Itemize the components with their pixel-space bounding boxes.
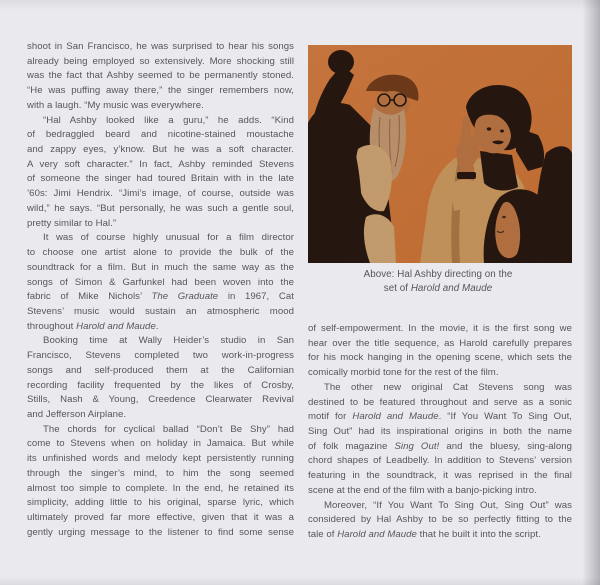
text-line: of folk magazine Sing Out! and the bluesy, sing-along (308, 440, 572, 452)
text-line: Francisco, Stevens completed two work-in-progress (27, 350, 294, 362)
text-line: hear over the title sequence, as Harold carefully prepares (308, 337, 572, 349)
text-line: Stills, Nash & Young, Creedence Clearwater Revival (27, 394, 294, 406)
text-line: recording facility frequented by the likes of Crosby, (27, 379, 294, 391)
text-line: gently urging message to the listener to find some sense (27, 526, 294, 538)
photo-caption (304, 268, 572, 296)
text-line: come to Stevens when on holiday in Jamaica. But while (27, 438, 294, 450)
text-line: to choose one artist alone to provide the bulk of the (27, 247, 294, 259)
text-line: comically morbid tone for the rest of the film. (308, 367, 499, 379)
text-line: fabric of Mike Nichols’ The Graduate in 1967, Cat (27, 291, 294, 303)
text-line: songs and self-produced them at the Californian (27, 364, 294, 376)
text-line: of someone the singer had toured Britain with in the late (27, 173, 294, 185)
text-line: wild,” he says. “But personally, he was such a gentle soul, (27, 202, 294, 214)
text-line: for his mock hanging in the opening scene, which sets the (308, 352, 572, 364)
text-line: It was of course highly unusual for a film director (43, 232, 294, 244)
duotone-photo-illustration (308, 45, 572, 263)
text-line: songs of Simon & Garfunkel had been woven into the (27, 276, 294, 288)
photo-hal-ashby-set (308, 45, 572, 263)
page-edge-shade-top (0, 0, 600, 10)
left-text-column (27, 40, 294, 540)
text-line: considered by Hal Ashby to be so perfectly fitting to the (308, 514, 572, 526)
text-line: with a laugh. “My music was everywhere. (27, 99, 204, 111)
text-line: The other new original Cat Stevens song was (324, 381, 572, 393)
text-line: tale of Harold and Maude that he built it into the script. (308, 529, 541, 541)
text-line: almost too simple to complete. In the end, he retained its (27, 482, 294, 494)
text-line: “Hal Ashby looked like a guru,” he adds. “Kind (43, 114, 294, 126)
text-line: Booking time at Wally Heider’s studio in San (43, 335, 294, 347)
text-line: ultimately proved far more effective, given that it was a (27, 512, 294, 523)
text-line: Stevens’ music would sustain an atmospheric mood (27, 305, 294, 317)
text-line: its unfinished words and melody kept persistently running (27, 453, 294, 465)
text-line: featuring in the soundtrack, it was reprised in the final (308, 470, 572, 482)
text-line: of self-empowerment. In the movie, it is the first song we (308, 323, 572, 334)
text-line: motif for Harold and Maude. “If You Want To Sing Out, (308, 411, 572, 423)
text-line: simplicity, adding little to his original, sparse lyric, which (27, 497, 294, 509)
text-line: soundtrack for a film. But in much the same way as the (27, 261, 294, 273)
page-edge-shade-bottom (0, 577, 600, 585)
text-line: of bedraggled beard and nicotine-stained moustache (27, 129, 294, 141)
text-line: shoot in San Francisco, he was surprised to hear his songs (27, 41, 294, 52)
text-line: The chords for cyclical ballad “Don’t Be Shy” had (43, 423, 294, 435)
text-line: was the fact that Ashby seemed to be permanently stoned. (27, 70, 294, 82)
right-text-column (308, 322, 572, 543)
text-line: chord shapes of Leadbelly. In addition to Stevens’ version (308, 455, 572, 467)
text-line: and zappy eyes, y’know. But he was a soft character. (27, 144, 294, 156)
text-line: through the singer’s mind, to him the song seemed (27, 467, 294, 479)
text-line: scene at the end of the film with a banjo-picking intro. (308, 484, 537, 496)
page-edge-shade-right (582, 0, 600, 585)
text-line: and Jefferson Airplane. (27, 408, 127, 420)
text-line: already being employed so extensively. More shocking still (27, 55, 294, 67)
text-line: set of Harold and Maude (383, 283, 493, 294)
text-line: ’60s: Jimi Hendrix. “Jimi’s image, of course, outside was (27, 188, 294, 200)
halftone-texture (308, 45, 572, 263)
text-line: “He was puffing away there,” the singer remembers now, (27, 85, 294, 97)
text-line: throughout Harold and Maude. (27, 320, 159, 332)
text-line: pretty similar to Hal.” (27, 217, 117, 229)
text-line: destined to be featured throughout and serve as a sonic (308, 396, 572, 408)
text-line: A very soft character.” In fact, Ashby reminded Stevens (27, 158, 294, 170)
text-line: Moreover, “If You Want To Sing Out, Sing Out” was (324, 499, 572, 511)
text-line: Above: Hal Ashby directing on the (363, 269, 513, 280)
text-line: Sing Out” had its inspirational origins in both the name (308, 426, 572, 438)
